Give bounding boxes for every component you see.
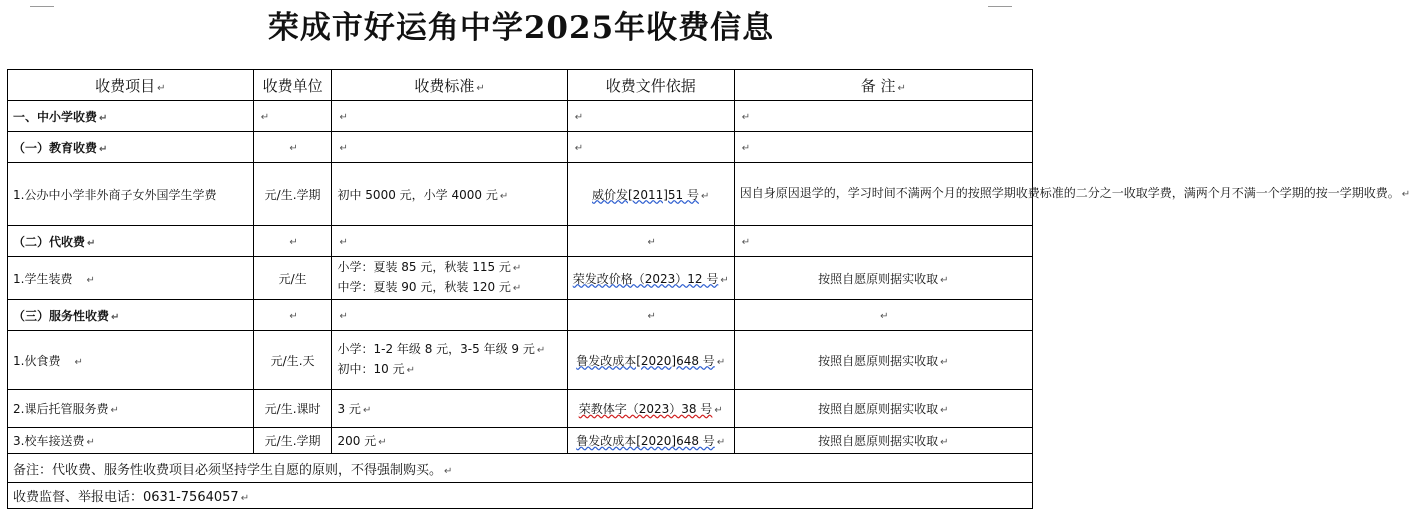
table-header-row [8,70,1033,101]
row-unit: 元/生.课时 [253,390,332,428]
row-unit: 元/生.学期 [253,163,332,226]
row-basis: 威价发[2011]51 号 ↵ [567,163,734,226]
row-basis: 荣发改价格（2023）12 号 ↵ [567,257,734,300]
row-standard: 初中 5000 元，小学 4000 元 ↵ [332,163,567,226]
table-row [8,331,1033,390]
row-standard: 小学：夏装 85 元，秋装 115 元 ↵ 中学：夏装 90 元，秋装 120 元 ↵ [332,257,567,300]
row-unit: 元/生.天 [253,331,332,390]
page-corner-mark-left [30,6,54,7]
footer-hotline-row [8,483,1033,509]
table-row [8,428,1033,454]
row-note: 按照自愿原则据实收取 ↵ [734,331,1032,390]
row-note: 按照自愿原则据实收取 ↵ [734,428,1032,454]
row-item: 1.伙食费 ↵ [8,331,254,390]
footer-remark-row [8,454,1033,483]
header-note: 备 注 ↵ [734,70,1032,101]
header-item: 收费项目 ↵ [8,70,254,101]
row-note: 按照自愿原则据实收取 ↵ [734,390,1032,428]
row-item: 3.校车接送费 ↵ [8,428,254,454]
section-title: （二）代收费 ↵ [8,226,254,257]
row-note: 按照自愿原则据实收取 ↵ [734,257,1032,300]
row-standard: 小学：1-2 年级 8 元，3-5 年级 9 元 ↵ 初中：10 元 ↵ [332,331,567,390]
section-row-education: （一）教育收费 ↵ ↵ ↵ ↵ ↵ [8,132,1033,163]
section-row-agency: （二）代收费 ↵ ↵ ↵ ↵ ↵ [8,226,1033,257]
page-corner-mark-right [988,6,1012,7]
row-unit: 元/生.学期 [253,428,332,454]
row-item: 1.学生装费 ↵ [8,257,254,300]
header-basis: 收费文件依据 [567,70,734,101]
section-title: 一、中小学收费 ↵ [8,101,254,132]
row-standard: 3 元 ↵ [332,390,567,428]
row-basis: 鲁发改成本[2020]648 号 ↵ [567,428,734,454]
footer-hotline: 收费监督、举报电话：0631-7564057 ↵ [8,483,1033,509]
row-standard: 200 元 ↵ [332,428,567,454]
row-unit: 元/生 [253,257,332,300]
row-note: 因自身原因退学的，学习时间不满两个月的按照学期收费标准的二分之一收取学费，满两个月不满一个学期的按一学期收费。 ↵ [734,163,1032,226]
section-row-primary-secondary: 一、中小学收费 ↵ ↵ ↵ ↵ ↵ [8,101,1033,132]
section-title: （一）教育收费 ↵ [8,132,254,163]
header-unit: 收费单位 [253,70,332,101]
table-row [8,390,1033,428]
document-title: 荣成市好运角中学2025年收费信息 [267,10,775,46]
footer-remark: 备注：代收费、服务性收费项目必须坚持学生自愿的原则，不得强制购买。 ↵ [8,454,1033,483]
fee-table [7,69,1410,509]
table-row [8,163,1033,226]
header-standard: 收费标准 ↵ [332,70,567,101]
row-item: 1.公办中小学非外商子女外国学生学费 [8,163,254,226]
section-title: （三）服务性收费 ↵ [8,300,254,331]
table-row [8,257,1033,300]
section-row-service: （三）服务性收费 ↵ ↵ ↵ ↵ ↵ [8,300,1033,331]
row-basis: 荣教体字（2023）38 号 ↵ [567,390,734,428]
row-basis: 鲁发改成本[2020]648 号 ↵ [567,331,734,390]
row-item: 2.课后托管服务费 ↵ [8,390,254,428]
